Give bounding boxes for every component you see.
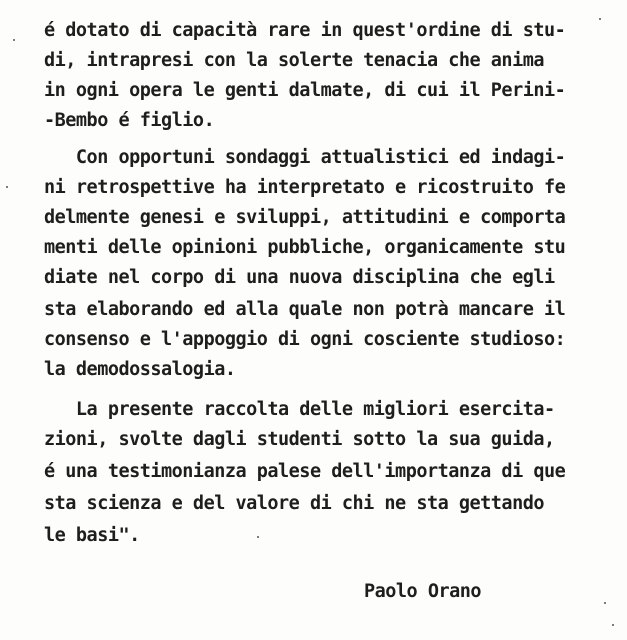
text-line: la demodossalogia. — [44, 359, 236, 380]
text-line: ni retrospettive ha interpretato e ricostruito fe — [44, 177, 566, 198]
text-line: delmente genesi e sviluppi, attitudini e comporta — [44, 207, 566, 228]
text-line: di, intrapresi con la solerte tenacia che anima — [44, 50, 544, 71]
text-line: sta scienza e del valore di chi ne sta gettando — [44, 493, 544, 514]
text-line: La presente raccolta delle migliori esercita- — [44, 399, 555, 420]
scan-speck — [257, 536, 259, 538]
text-line: in ogni opera le genti dalmate, di cui il Perini- — [44, 80, 566, 101]
text-line: Con opportuni sondaggi attualistici ed indagi- — [44, 147, 566, 168]
scan-speck — [6, 186, 8, 188]
text-line: é una testimonianza palese dell'importanza di que — [44, 461, 566, 482]
text-line: é dotato di capacità rare in quest'ordine di stu- — [44, 20, 566, 41]
text-line: sta elaborando ed alla quale non potrà mancare il — [44, 299, 566, 320]
text-line: zioni, svolte dagli studenti sotto la sua guida, — [44, 429, 555, 450]
scan-speck — [599, 18, 601, 20]
text-line: menti delle opinioni pubbliche, organicamente stu — [44, 237, 566, 258]
text-line: -Bembo é figlio. — [44, 110, 215, 131]
text-line: le basi". — [44, 525, 140, 546]
text-line: diate nel corpo di una nuova disciplina che egli — [44, 267, 555, 288]
scan-speck — [604, 602, 606, 604]
scan-speck — [612, 624, 614, 626]
signature: Paolo Orano — [364, 581, 482, 602]
text-line: consenso e l'appoggio di ogni cosciente studioso: — [44, 329, 566, 350]
scan-speck — [13, 39, 15, 41]
